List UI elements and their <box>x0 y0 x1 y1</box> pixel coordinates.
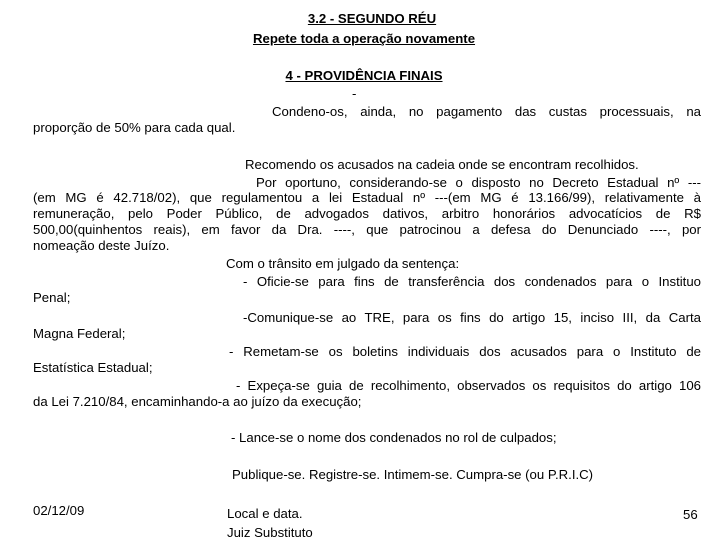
footer-judge: Juiz Substituto <box>227 525 313 540</box>
oportuno-line-2: (em MG é 42.718/02), que regulamentou a lei Estadual nº ---(em MG é 13.166/99), relativamente à <box>33 190 701 205</box>
footer-date: 02/12/09 <box>33 503 85 518</box>
remetam-line-1: - Remetam-se os boletins individuais dos acusados para o Instituto de <box>229 344 701 359</box>
condeno-line-1: Condeno-os, ainda, no pagamento das custas processuais, na <box>272 104 701 119</box>
comunique-line-1: -Comunique-se ao TRE, para os fins do artigo 15, inciso III, da Carta <box>243 310 701 325</box>
recomendo-paragraph: Recomendo os acusados na cadeia onde se encontram recolhidos. <box>245 157 639 172</box>
publique-line: Publique-se. Registre-se. Intimem-se. Cumpra-se (ou P.R.I.C) <box>232 467 594 482</box>
condeno-line-2: proporção de 50% para cada qual. <box>33 120 236 135</box>
lance-line: - Lance-se o nome dos condenados no rol de culpados; <box>231 430 557 445</box>
oportuno-line-5: nomeação deste Juízo. <box>33 238 170 253</box>
oportuno-line-1: Por oportuno, considerando-se o disposto no Decreto Estadual nº --- <box>256 175 701 190</box>
repeat-note: Repete toda a operação novamente <box>252 31 476 46</box>
oportuno-line-3: remuneração, pelo Poder Público, de advogados dativos, arbitro honorários advocatícios de R$ <box>33 206 701 221</box>
footer-local: Local e data. <box>227 506 303 521</box>
transito-heading: Com o trânsito em julgado da sentença: <box>226 256 460 271</box>
expeca-line-1: - Expeça-se guia de recolhimento, observados os requisitos do artigo 106 <box>236 378 701 393</box>
providencias-title: 4 - PROVIDÊNCIA FINAIS <box>285 68 443 83</box>
section-title: 3.2 - SEGUNDO RÉU <box>307 11 437 26</box>
oficie-line-1: - Oficie-se para fins de transferência dos condenados para o Instituo <box>243 274 701 289</box>
oficie-line-2: Penal; <box>33 290 71 305</box>
dash-mark: - <box>352 86 357 101</box>
comunique-line-2: Magna Federal; <box>33 326 126 341</box>
page-number: 56 <box>683 507 698 522</box>
remetam-line-2: Estatística Estadual; <box>33 360 153 375</box>
oportuno-line-4: 500,00(quinhentos reais), em favor da Dra. ----, que patrocinou a defesa do Denunciado ----, por <box>33 222 701 237</box>
expeca-line-2: da Lei 7.210/84, encaminhando-a ao juízo da execução; <box>33 394 362 409</box>
